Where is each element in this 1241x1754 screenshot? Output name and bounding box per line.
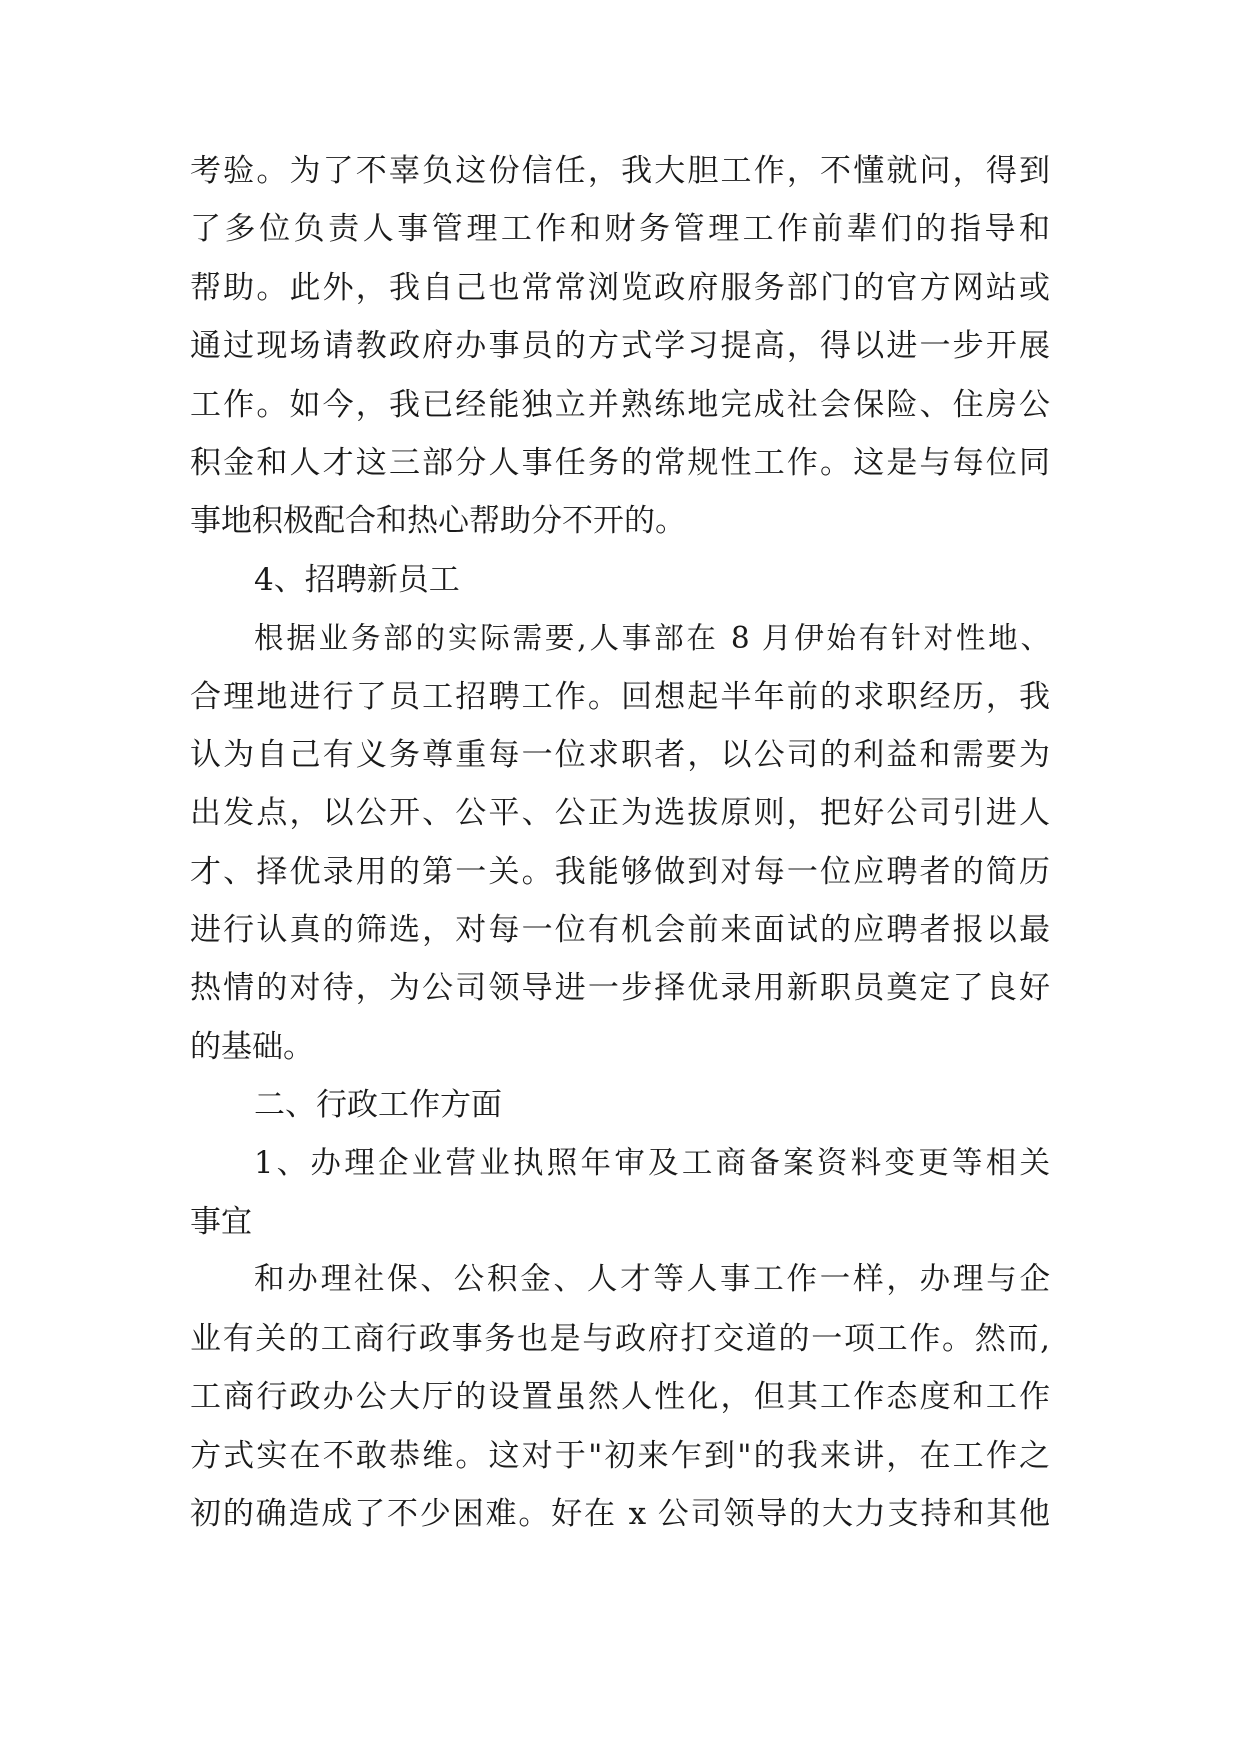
section-heading: 4、招聘新员工 — [254, 561, 460, 598]
subsection-heading: 1、办理企业营业执照年审及工商备案资料变更等相关 — [254, 1145, 1050, 1181]
text-line: 合理地进行了员工招聘工作。回想起半年前的求职经历，我 — [190, 678, 1050, 715]
text-line: 认为自己有义务尊重每一位求职者，以公司的利益和需要为 — [190, 736, 1050, 773]
text-line: 热情的对待，为公司领导进一步择优录用新职员奠定了良好 — [190, 970, 1050, 1007]
text-line: 方式实在不敢恭维。这对于"初来乍到"的我来讲，在工作之 — [190, 1437, 1050, 1474]
text-line: 考验。为了不辜负这份信任，我大胆工作，不懂就问，得到 — [190, 153, 1050, 189]
text-line: 的基础。 — [190, 1028, 314, 1065]
text-line: 和办理社保、公积金、人才等人事工作一样，办理与企 — [254, 1262, 1050, 1298]
text-line: 通过现场请教政府办事员的方式学习提高，得以进一步开展 — [190, 328, 1050, 365]
text-line: 事地积极配合和热心帮助分不开的。 — [190, 503, 686, 540]
text-line: 积金和人才这三部分人事任务的常规性工作。这是与每位同 — [190, 444, 1050, 481]
text-line: 进行认真的筛选，对每一位有机会前来面试的应聘者报以最 — [190, 912, 1050, 949]
text-line: 根据业务部的实际需要,人事部在 8 月伊始有针对性地、 — [254, 621, 1050, 656]
subsection-heading: 事宜 — [190, 1204, 252, 1241]
text-line: 帮助。此外，我自己也常常浏览政府服务部门的官方网站或 — [190, 269, 1050, 306]
text-line: 出发点，以公开、公平、公正为选拔原则，把好公司引进人 — [190, 795, 1050, 832]
text-line: 了多位负责人事管理工作和财务管理工作前辈们的指导和 — [190, 211, 1050, 248]
text-line: 业有关的工商行政事务也是与政府打交道的一项工作。然而, — [190, 1320, 1050, 1357]
document-body — [190, 142, 1050, 1543]
text-line: 工作。如今，我已经能独立并熟练地完成社会保险、住房公 — [190, 386, 1050, 423]
text-line: 工商行政办公大厅的设置虽然人性化，但其工作态度和工作 — [190, 1379, 1050, 1416]
section-heading: 二、行政工作方面 — [254, 1087, 502, 1124]
text-line: 才、择优录用的第一关。我能够做到对每一位应聘者的简历 — [190, 853, 1050, 890]
text-line: 初的确造成了不少困难。好在 x 公司领导的大力支持和其他 — [190, 1495, 1050, 1532]
